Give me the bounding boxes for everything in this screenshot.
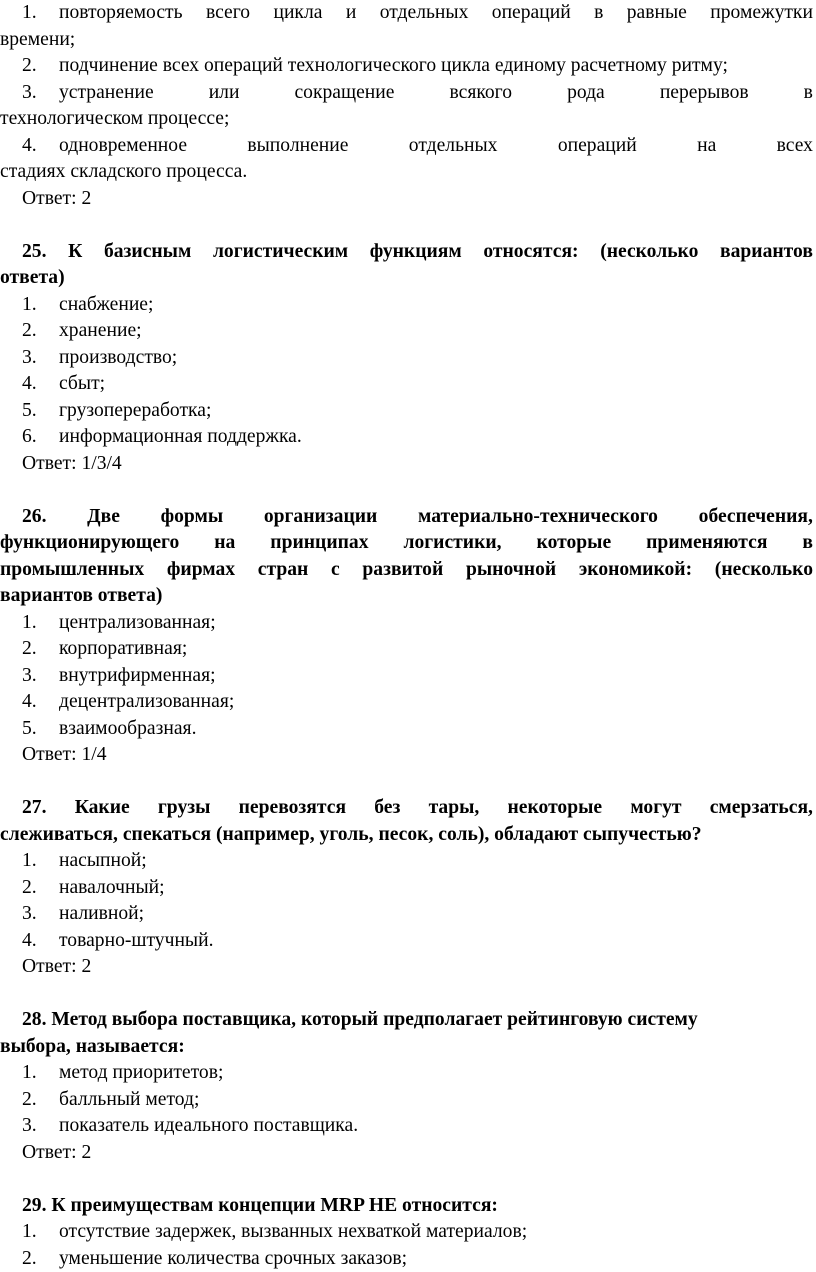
q27-heading-line-2: слеживаться, спекаться (например, уголь, песок, соль), обладают сыпучестью? — [0, 822, 813, 849]
q25-option-1: 1. снабжение; — [0, 292, 813, 319]
q29-heading-line-1: 29. К преимуществам концепции MRP НЕ относится: — [0, 1193, 813, 1220]
q27-option-1: 1. насыпной; — [0, 848, 813, 875]
q26-option-3: 3. внутрифирменная; — [0, 663, 813, 690]
q25-option-5: 5. грузопереработка; — [0, 398, 813, 425]
spacer — [0, 212, 813, 239]
q25-option-2: 2. хранение; — [0, 318, 813, 345]
q26-heading-line-4: вариантов ответа) — [0, 583, 813, 610]
q24-option-1: 1. повторяемость всего цикла и отдельных операций в равные промежутки — [0, 0, 813, 27]
q24-option-4-cont: стадиях складского процесса. — [0, 159, 813, 186]
q25-heading-line-2: ответа) — [0, 265, 813, 292]
q27-answer: Ответ: 2 — [0, 954, 813, 981]
q28-answer: Ответ: 2 — [0, 1140, 813, 1167]
q24-option-2: 2. подчинение всех операций технологического цикла единому расчетному ритму; — [0, 53, 813, 80]
q25-option-4: 4. сбыт; — [0, 371, 813, 398]
q24-option-3: 3. устранение или сокращение всякого рода перерывов в — [0, 80, 813, 107]
q26-heading-line-1: 26. Две формы организации материально-технического обеспечения, — [0, 504, 813, 531]
q25-answer: Ответ: 1/3/4 — [0, 451, 813, 478]
q24-answer: Ответ: 2 — [0, 186, 813, 213]
q24-option-1-cont: времени; — [0, 27, 813, 54]
q28-heading-line-2: выбора, называется: — [0, 1034, 813, 1061]
q28-option-3: 3. показатель идеального поставщика. — [0, 1113, 813, 1140]
q24-option-4: 4. одновременное выполнение отдельных операций на всех — [0, 133, 813, 160]
q26-option-2: 2. корпоративная; — [0, 636, 813, 663]
spacer — [0, 981, 813, 1008]
spacer — [0, 1166, 813, 1193]
q25-option-6: 6. информационная поддержка. — [0, 424, 813, 451]
q29-option-2: 2. уменьшение количества срочных заказов; — [0, 1246, 813, 1272]
q27-option-4: 4. товарно-штучный. — [0, 928, 813, 955]
q24-option-3-cont: технологическом процессе; — [0, 106, 813, 133]
q27-option-3: 3. наливной; — [0, 901, 813, 928]
q26-option-1: 1. централизованная; — [0, 610, 813, 637]
q26-option-5: 5. взаимообразная. — [0, 716, 813, 743]
q26-option-4: 4. децентрализованная; — [0, 689, 813, 716]
q27-heading-line-1: 27. Какие грузы перевозятся без тары, некоторые могут смерзаться, — [0, 795, 813, 822]
spacer — [0, 477, 813, 504]
q25-option-3: 3. производство; — [0, 345, 813, 372]
q26-heading-line-3: промышленных фирмах стран с развитой рыночной экономикой: (несколько — [0, 557, 813, 584]
q27-option-2: 2. навалочный; — [0, 875, 813, 902]
spacer — [0, 769, 813, 796]
q28-heading-line-1: 28. Метод выбора поставщика, который предполагает рейтинговую систему — [0, 1007, 813, 1034]
q26-heading-line-2: функционирующего на принципах логистики, которые применяются в — [0, 530, 813, 557]
q29-option-1: 1. отсутствие задержек, вызванных нехваткой материалов; — [0, 1219, 813, 1246]
q28-option-1: 1. метод приоритетов; — [0, 1060, 813, 1087]
q26-answer: Ответ: 1/4 — [0, 742, 813, 769]
q28-option-2: 2. балльный метод; — [0, 1087, 813, 1114]
q25-heading-line-1: 25. К базисным логистическим функциям относятся: (несколько вариантов — [0, 239, 813, 266]
